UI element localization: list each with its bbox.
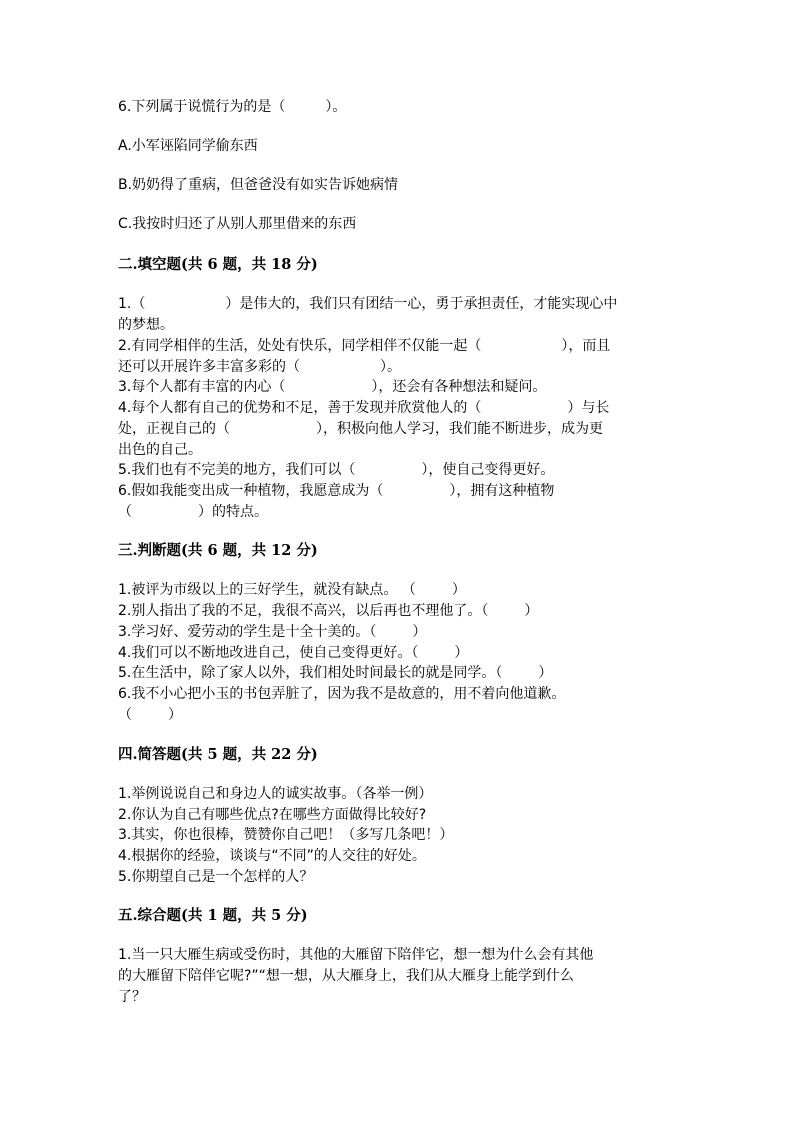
fill-4-line-3: 出色的自己。	[118, 442, 202, 458]
fill-2-line-2: 还可以开展许多丰富多彩的（ ）。	[118, 359, 401, 375]
short-3: 3.其实，你也很棒，赞赞你自己吧！（多写几条吧！）	[118, 827, 454, 843]
short-4: 4.根据你的经验，谈谈与“不同”的人交往的好处。	[118, 848, 426, 864]
comp-1-line-2: 的大雁留下陪伴它呢?”“想一想，从大雁身上，我们从大雁身上能学到什么	[118, 968, 574, 984]
question-6-stem: 6.下列属于说慌行为的是（ ）。	[118, 99, 347, 115]
short-5: 5.你期望自己是一个怎样的人？	[118, 869, 314, 885]
section-title-short: 四.简答题(共 5 题，共 22 分)	[118, 746, 318, 763]
fill-6-line-1: 6.假如我能变出成一种植物，我愿意成为（ ），拥有这种植物	[118, 483, 555, 499]
fill-1-line-1: 1.（ ）是伟大的，我们只有团结一心，勇于承担责任，才能实现心中	[118, 296, 618, 312]
judge-2: 2.别人指出了我的不足，我很不高兴，以后再也不理他了。（ ）	[118, 603, 539, 619]
option-c: C.我按时归还了从别人那里借来的东西	[118, 216, 357, 232]
section-title-judge: 三.判断题(共 6 题，共 12 分)	[118, 542, 318, 559]
comp-1-line-1: 1.当一只大雁生病或受伤时，其他的大雁留下陪伴它，想一想为什么会有其他	[118, 947, 594, 963]
option-a: A.小军诬陷同学偷东西	[118, 138, 258, 154]
section-title-comprehensive: 五.综合题(共 1 题，共 5 分)	[118, 907, 308, 924]
fill-2-line-1: 2.有同学相伴的生活，处处有快乐，同学相伴不仅能一起（ ），而且	[118, 338, 611, 354]
judge-3: 3.学习好、爱劳动的学生是十全十美的。（ ）	[118, 624, 427, 640]
fill-5: 5.我们也有不完美的地方，我们可以（ ），使自己变得更好。	[118, 462, 555, 478]
short-1: 1.举例说说自己和身边人的诚实故事。（各举一例）	[118, 786, 433, 802]
option-b: B.奶奶得了重病，但爸爸没有如实告诉她病情	[118, 177, 399, 193]
judge-4: 4.我们可以不断地改进自己，使自己变得更好。（ ）	[118, 645, 469, 661]
fill-6-line-2: （ ）的特点。	[118, 504, 268, 520]
judge-1: 1.被评为市级以上的三好学生，就没有缺点。 （ ）	[118, 582, 466, 598]
judge-6-paren: （ ）	[118, 707, 182, 723]
fill-1-line-2: 的梦想。	[118, 317, 174, 333]
section-title-fill: 二.填空题(共 6 题，共 18 分)	[118, 256, 318, 273]
short-2: 2.你认为自己有哪些优点?在哪些方面做得比较好?	[118, 807, 427, 823]
fill-4-line-1: 4.每个人都有自己的优势和不足，善于发现并欣赏他人的（ ）与长	[118, 400, 610, 416]
judge-5: 5.在生活中，除了家人以外，我们相处时间最长的就是同学。（ ）	[118, 665, 553, 681]
fill-3: 3.每个人都有丰富的内心（ ），还会有各种想法和疑问。	[118, 379, 547, 395]
fill-4-line-2: 处，正视自己的（ ），积极向他人学习，我们能不断进步，成为更	[118, 421, 603, 437]
judge-6: 6.我不小心把小玉的书包弄脏了，因为我不是故意的，用不着向他道歉。	[118, 686, 566, 702]
comp-1-line-3: 了？	[118, 989, 146, 1005]
